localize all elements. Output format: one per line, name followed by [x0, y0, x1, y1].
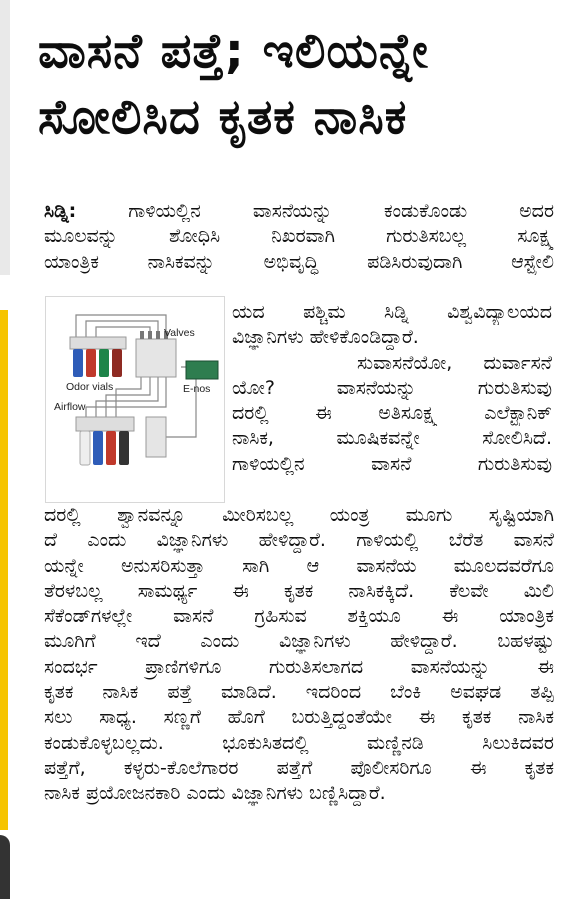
airflow-vial-3 — [106, 431, 116, 465]
page-edge-strip — [0, 0, 10, 275]
headline-line-1: ವಾಸನೆ ಪತ್ತೆ; ಇಲಿಯನ್ನೇ — [38, 23, 429, 79]
article-line: ಮೂಗಿಗೆ ಇದೆ ಎಂದು ವಿಜ್ಞಾನಿಗಳು ಹೇಳಿದ್ದಾರೆ. ಬಹಳಷ್ಟು — [44, 630, 554, 653]
odor-vial-4 — [112, 349, 122, 377]
article-line: ದೆ ಎಂದು ವಿಜ್ಞಾನಿಗಳು ಹೇಳಿದ್ದಾರೆ. ಗಾಳಿಯಲ್ಲಿ ಬೆರೆತ ವಾಸನೆ — [44, 529, 554, 552]
article-line: ವಿಜ್ಞಾನಿಗಳು ಹೇಳಿಕೊಂಡಿದ್ದಾರೆ. — [232, 326, 419, 349]
valve-block — [136, 339, 176, 377]
article-line: ನಾಸಿಕ, ಮೂಷಿಕವನ್ನೇ ಸೋಲಿಸಿದೆ. — [232, 427, 552, 450]
label-enose: E-nos — [183, 383, 211, 395]
article-line: ಸಿಡ್ನಿ: ಗಾಳಿಯಲ್ಲಿನ ವಾಸನೆಯನ್ನು ಕಂಡುಕೊಂಡು ಅದರ — [44, 200, 554, 222]
article-line: ಪತ್ತೆಗೆ, ಕಳ್ಳರು-ಕೊಲೆಗಾರರ ಪತ್ತೆಗೆ ಪೊಲೀಸರಿಗೂ ಈ ಕೃತಕ — [44, 756, 554, 779]
article-line: ಯನ್ನೇ ಅನುಸರಿಸುತ್ತಾ ಸಾಗಿ ಆ ವಾಸನೆಯ ಮೂಲದವರೆಗೂ — [44, 554, 554, 577]
article-bottom — [44, 503, 554, 807]
page-edge-photo-fragment — [0, 835, 10, 899]
article-top — [44, 199, 554, 275]
label-valves: Valves — [164, 327, 195, 339]
article-line: ದರಲ್ಲಿ ಶ್ವಾನವನ್ನೂ ಮೀರಿಸಬಲ್ಲ ಯಂತ್ರ ಮೂಗು ಸೃಷ್ಟಿಯಾಗಿ — [44, 504, 554, 526]
article-line: ಯಾಂತ್ರಿಕ ನಾಸಿಕವನ್ನು ಅಭಿವೃದ್ಧಿ ಪಡಿಸಿರುವುದಾಗಿ ಆಸ್ಟ್ರೇಲಿ — [44, 250, 554, 273]
article-line: ಮೂಲವನ್ನು ಶೋಧಿಸಿ ನಿಖರವಾಗಿ ಗುರುತಿಸಬಲ್ಲ ಸೂಕ್ಷ್ಮ — [44, 225, 554, 248]
label-airflow: Airflow — [54, 401, 86, 413]
enose-diagram — [46, 297, 224, 502]
article-line: ಸೆಕೆಂಡ್‌ಗಳಲ್ಲೇ ವಾಸನೆ ಗ್ರಹಿಸುವ ಶಕ್ತಿಯೂ ಈ ಯಾಂತ್ರಿಕ — [44, 605, 554, 628]
article-line: ಸಂದರ್ಭ ಪ್ರಾಣಿಗಳಿಗೂ ಗುರುತಿಸಲಾಗದ ವಾಸನೆಯನ್ನು ಈ — [44, 655, 554, 678]
label-odor-vials: Odor vials — [66, 381, 114, 393]
airflow-vial-1 — [80, 431, 90, 465]
enose-diagram-figure — [45, 296, 225, 503]
article-line: ದರಲ್ಲಿ ಈ ಅತಿಸೂಕ್ಷ್ಮ ಎಲೆಕ್ಟ್ರಾನಿಕ್ — [232, 402, 552, 425]
article-wrap-column — [232, 300, 552, 477]
headline — [38, 18, 558, 150]
airflow-vial-2 — [93, 431, 103, 465]
airflow-vial-4 — [119, 431, 129, 465]
odor-vial-3 — [99, 349, 109, 377]
odor-vial-2 — [86, 349, 96, 377]
enose-board — [186, 361, 218, 379]
page-edge-accent — [0, 310, 8, 830]
article-line: ಕೃತಕ ನಾಸಿಕ ಪತ್ತೆ ಮಾಡಿದೆ. ಇದರಿಂದ ಬೆಂಕಿ ಅವಘಡ ತಪ್ಪಿ — [44, 681, 554, 704]
article-line: ಯೋ? ವಾಸನೆಯನ್ನು ಗುರುತಿಸುವು — [232, 376, 552, 399]
article-line: ಸಲು ಸಾಧ್ಯ. ಸಣ್ಣಗೆ ಹೊಗೆ ಬರುತ್ತಿದ್ದಂತೆಯೇ ಈ ಕೃತಕ ನಾಸಿಕ — [44, 706, 554, 729]
article-line: ಕಂಡುಕೊಳ್ಳಬಲ್ಲದು. ಭೂಕುಸಿತದಲ್ಲಿ ಮಣ್ಣಿನಡಿ ಸಿಲುಕಿದವರ — [44, 731, 554, 754]
article-line: ತೆರಳಬಲ್ಲ ಸಾಮರ್ಥ್ಯ ಈ ಕೃತಕ ನಾಸಿಕಕ್ಕಿದೆ. ಕೆಲವೇ ಮಿಲಿ — [44, 579, 554, 602]
article-line: ಗಾಳಿಯಲ್ಲಿನ ವಾಸನೆ ಗುರುತಿಸುವು — [232, 452, 552, 475]
article-line: ನಾಸಿಕ ಪ್ರಯೋಜನಕಾರಿ ಎಂದು ವಿಜ್ಞಾನಿಗಳು ಬಣ್ಣಿಸಿದ್ದಾರೆ. — [44, 782, 386, 805]
article-line: ಸುವಾಸನೆಯೋ, ದುರ್ವಾಸನೆ — [232, 351, 552, 374]
odor-vial-1 — [73, 349, 83, 377]
headline-line-2: ಸೋಲಿಸಿದ ಕೃತಕ ನಾಸಿಕ — [38, 89, 408, 145]
article-line: ಯದ ಪಶ್ಚಿಮ ಸಿಡ್ನಿ ವಿಶ್ವವಿದ್ಯಾಲಯದ — [232, 301, 552, 323]
dateline: ಸಿಡ್ನಿ: — [44, 200, 77, 222]
